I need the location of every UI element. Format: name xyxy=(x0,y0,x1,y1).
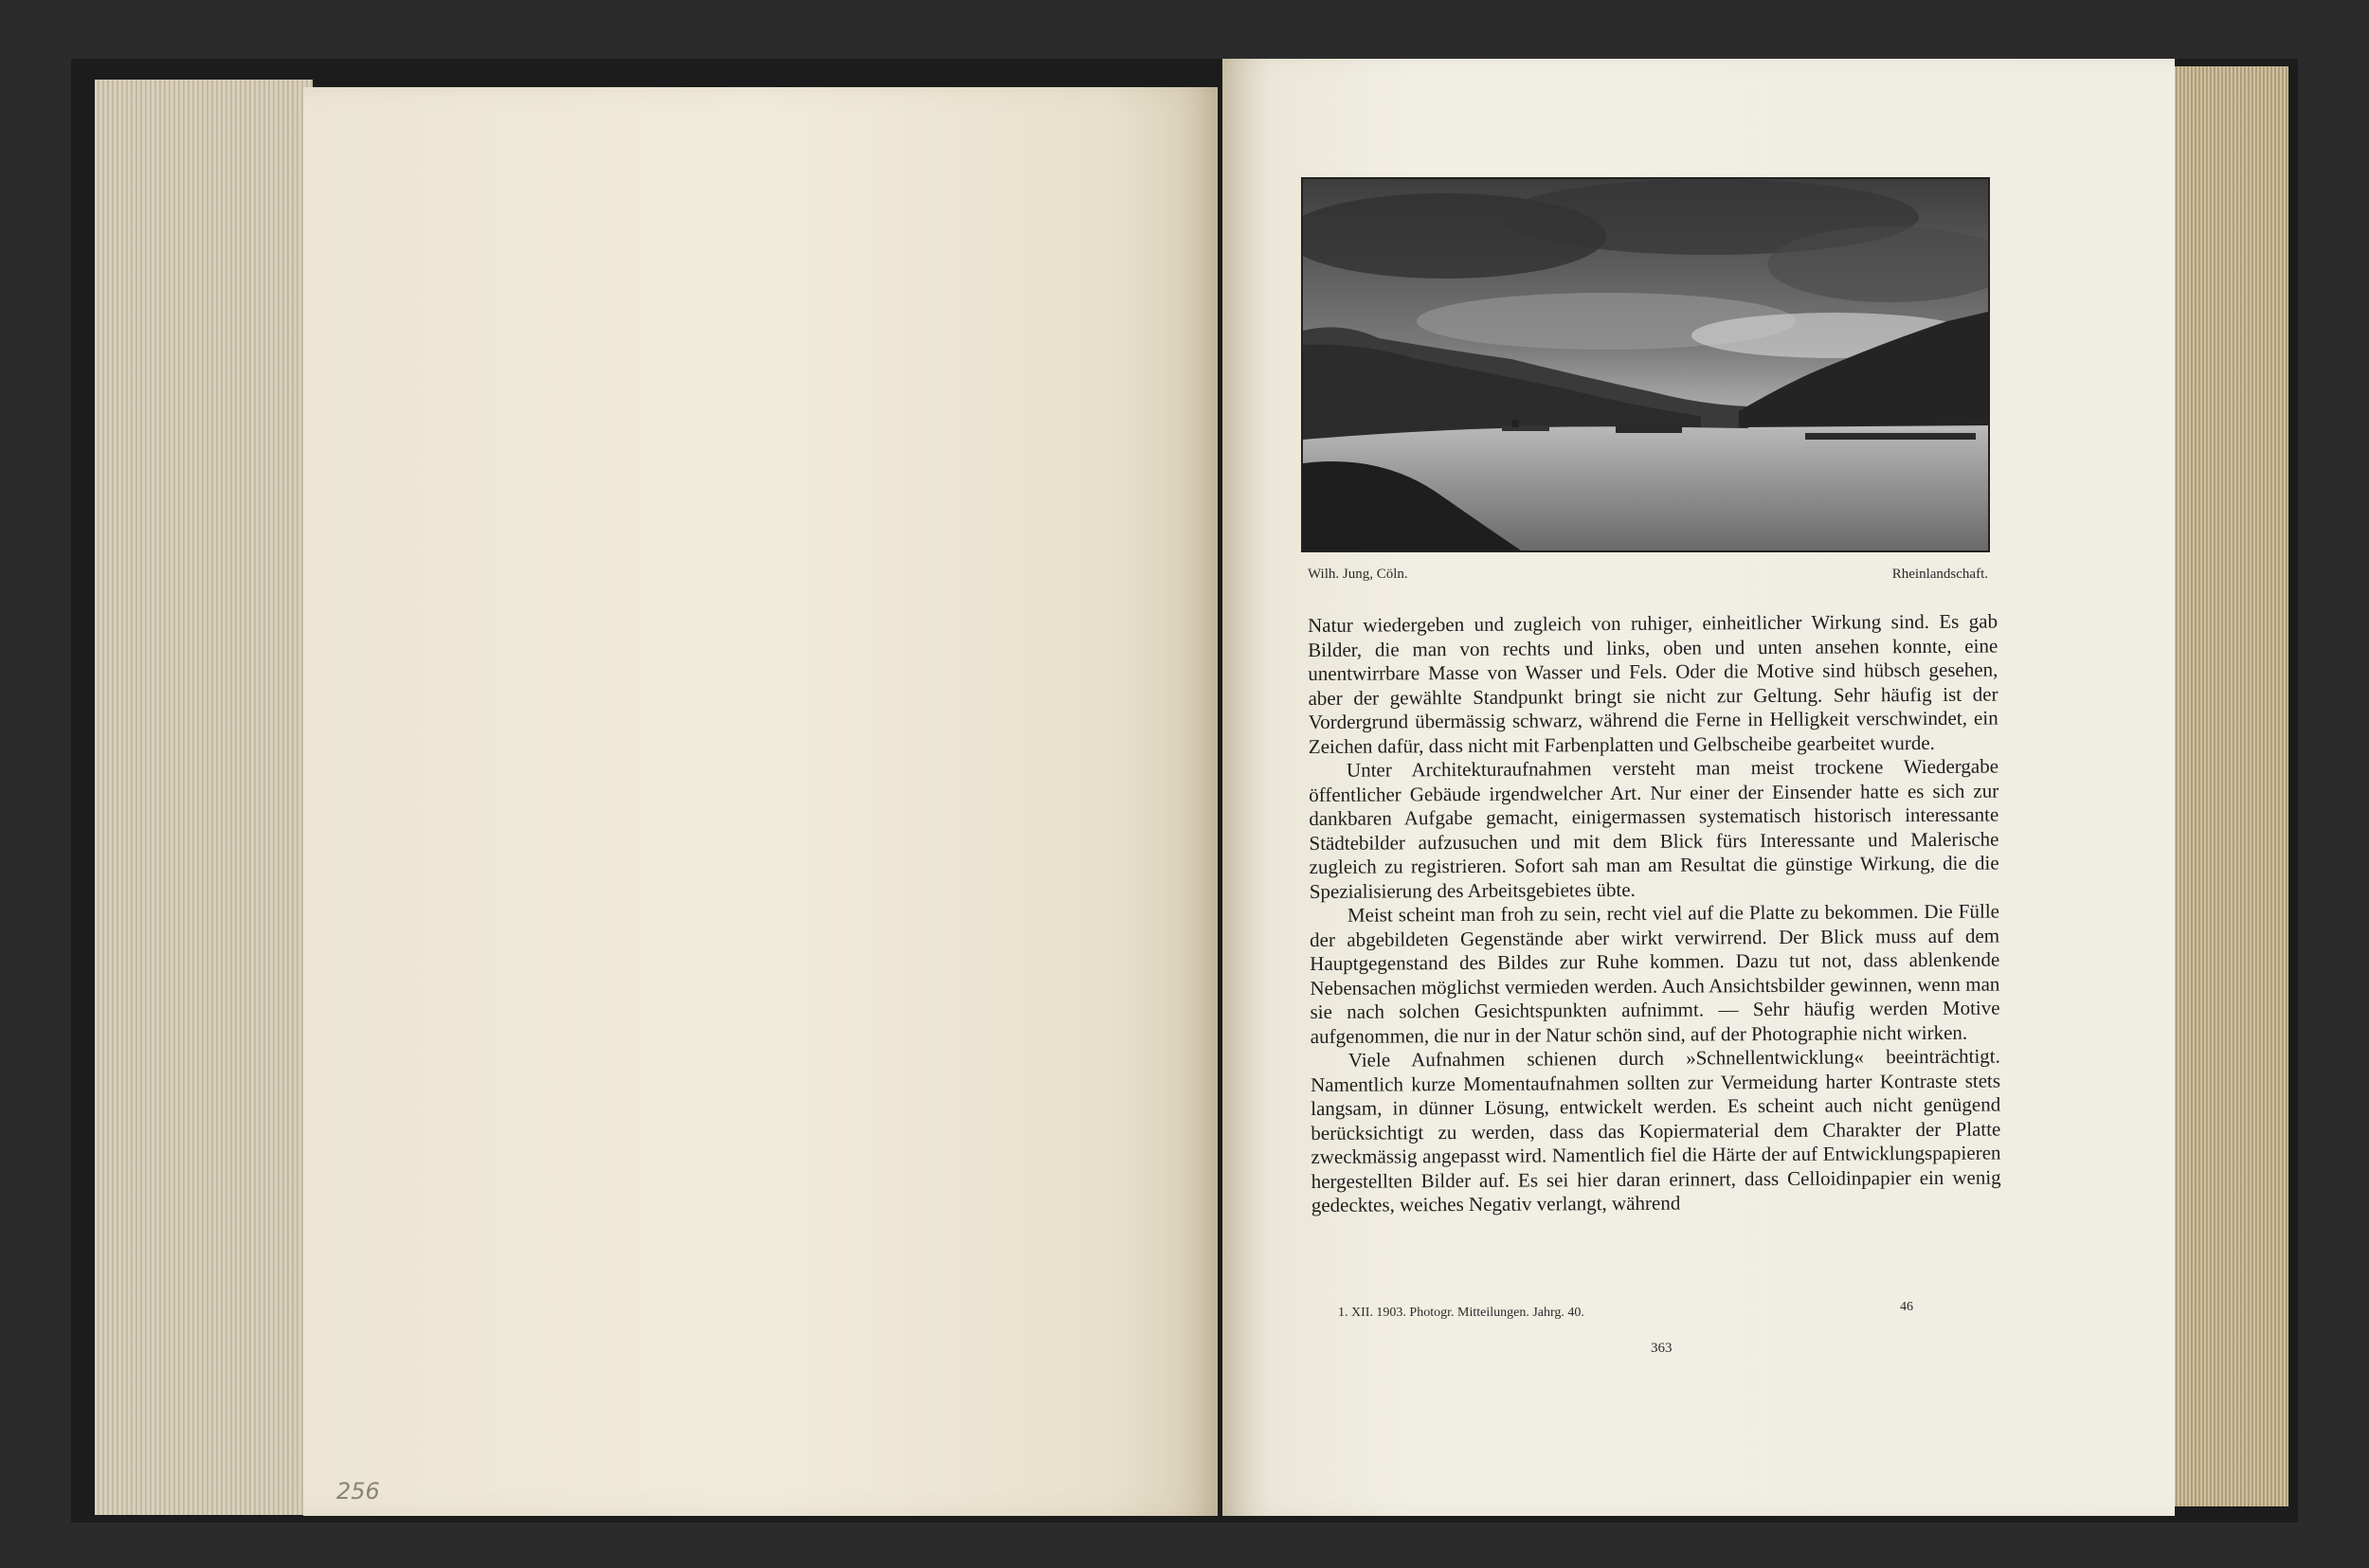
rhine-landscape-photo xyxy=(1301,177,1990,552)
right-page-edges xyxy=(2170,66,2288,1506)
paragraph: Meist scheint man froh zu sein, recht viel auf die Platte zu bekommen. Die Fülle der abgebildeten Gegenstände aber wirkt verwirrend. Der Blick muss auf dem Hauptgegenstand des Bildes zur Ruhe kommen. Dazu tut not, dass ablenkende Nebensachen möglichst vermieden werden. Auch Ansichtsbilder gewinnen, wenn man sie nach solchen Gesichtspunkten aufnimmt. — Sehr häufig werden Motive aufgenommen, die nur in der Natur schön sind, auf der Photographie nicht wirken. xyxy=(1310,899,2000,1048)
left-page-edges xyxy=(95,80,313,1515)
pencil-page-note: 256 xyxy=(336,1478,380,1505)
paragraph: Natur wiedergeben und zugleich von ruhiger, einheitlicher Wirkung sind. Es gab Bilder, die man von rechts und links, oben und unten ansehen konnte, eine unentwirrbare Masse von Wasser und Fels. Oder die Motive sind hübsch gesehen, aber der gewählte Standpunkt bringt sie nicht zur Geltung. Sehr häufig ist der Vordergrund übermässig schwarz, während die Ferne in Helligkeit verschwindet, ein Zeichen dafür, dass nicht mit Farbenplatten und Gelbscheibe gearbeitet wurde. xyxy=(1308,609,1998,758)
paragraph: Unter Architekturaufnahmen versteht man meist trockene Wiedergabe öffentlicher Gebäude irgendwelcher Art. Nur einer der Einsender hatte es sich zur dankbaren Aufgabe gemacht, einigermassen systematisch historisch interessante Städtebilder aufzusuchen und mit dem Blick fürs Interessante und Malerische zugleich zu registrieren. Sofort sah man am Resultat die günstige Wirkung, die die Spezialisierung des Arbeitsgebietes übte. xyxy=(1309,754,1999,903)
sheet-number: 46 xyxy=(1900,1300,1913,1314)
left-blank-page xyxy=(303,87,1218,1516)
photo-title: Rheinlandschaft. xyxy=(1891,567,1988,582)
publication-reference: 1. XII. 1903. Photogr. Mitteilungen. Jahrg. 40. xyxy=(1338,1306,1584,1320)
photo-credit: Wilh. Jung, Cöln. xyxy=(1308,567,1408,582)
article-body xyxy=(1308,610,2001,1218)
paragraph: Viele Aufnahmen schienen durch »Schnellentwicklung« beeinträchtigt. Namentlich kurze Momentaufnahmen sollten zur Vermeidung harter Kontraste stets langsam, in dünner Lösung, entwickelt werden. Es scheint auch nicht genügend berücksichtigt zu werden, dass das Kopiermaterial dem Charakter der Platte zweckmässig angepasst wird. Namentlich fiel die Härte der auf Entwicklungspapieren hergestellten Bilder auf. Es sei hier daran erinnert, dass Celloidinpapier ein wenig gedecktes, weiches Negativ verlangt, während xyxy=(1310,1044,2001,1217)
page-number: 363 xyxy=(1651,1341,1673,1356)
